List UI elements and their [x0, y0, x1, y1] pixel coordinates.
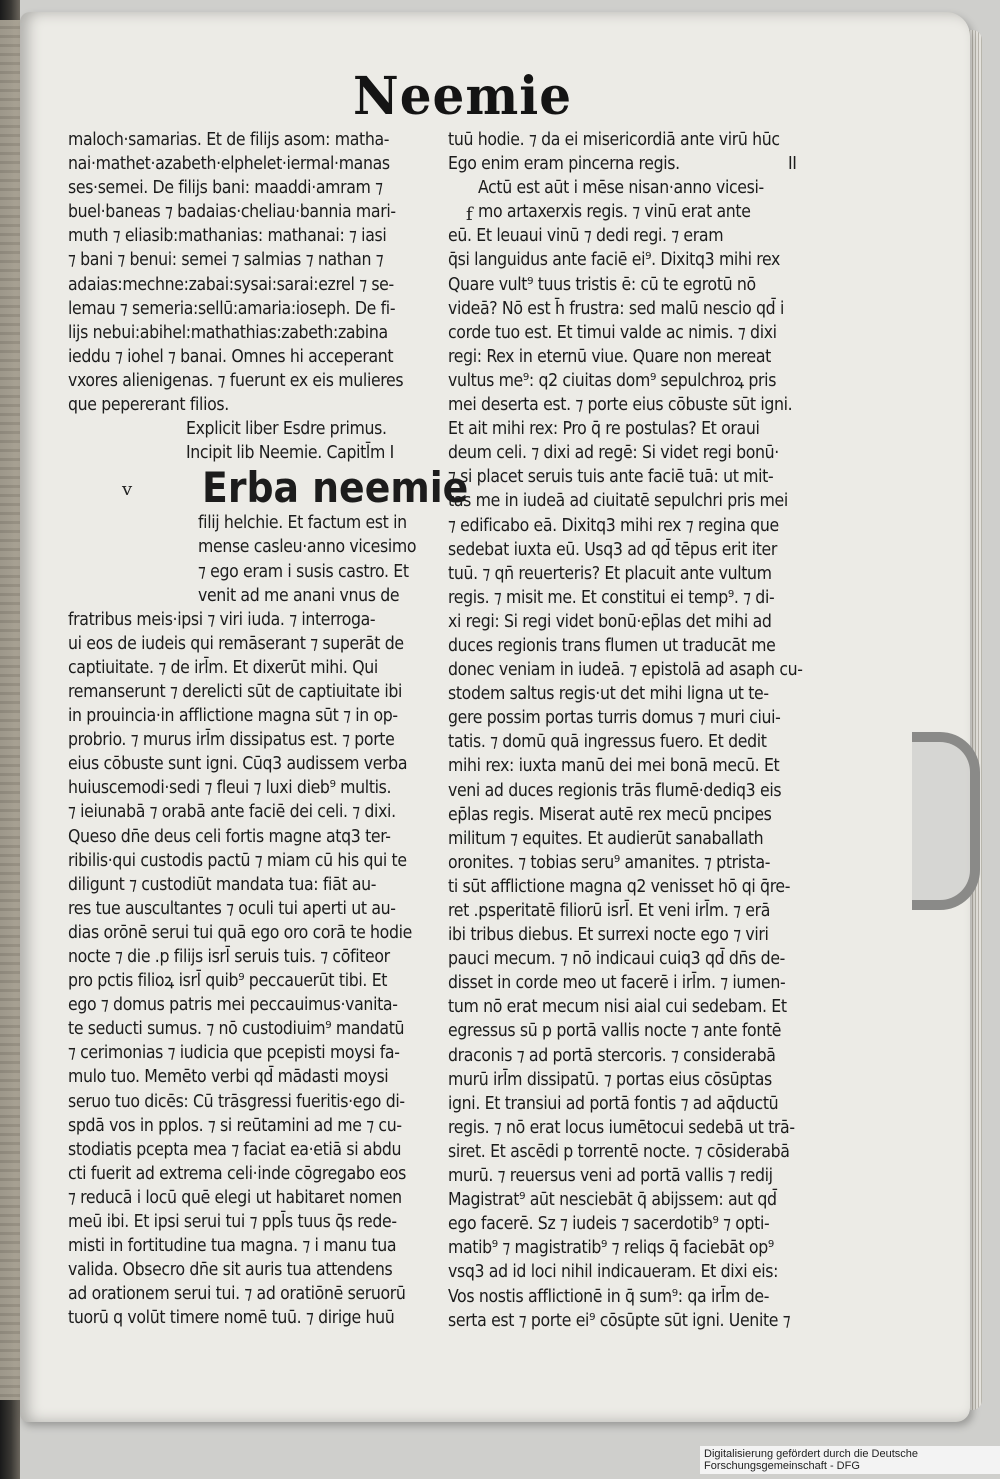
text-line: probrio. ⁊ murus irl̄m dissipatus est. ⁊ porte — [68, 730, 395, 751]
text-line: donec veniam in iudeā. ⁊ epistolā ad asaph cu- — [448, 660, 803, 681]
initial-guide-letter: v — [122, 479, 133, 500]
text-line: stodiatis pcepta mea ⁊ faciat ea·etiā si abdu — [68, 1139, 402, 1160]
text-line: meū ibi. Et ipsi serui tui ⁊ ppl̄s tuus q̄s rede- — [68, 1212, 397, 1233]
text-line: mei deserta est. ⁊ porte eius cōbuste sūt igni. — [448, 395, 793, 416]
text-line: regi: Rex in eternū viue. Quare non mereat — [448, 346, 771, 367]
text-line: corde tuo est. Et timui valde ac nimis. ⁊ dixi — [448, 322, 777, 343]
text-line: mulo tuo. Memēto verbi qd̄ mādasti moysi — [68, 1067, 389, 1088]
text-line: huiuscemodi·sedi ⁊ fleui ⁊ luxi dieb⁹ multis. — [68, 778, 392, 799]
text-line: duces regionis trans flumen ut traducāt me — [448, 635, 776, 656]
text-line: ego ⁊ domus patris mei peccauimus·vanita- — [68, 995, 398, 1016]
text-line: seruo tuo dicēs: Cū trāsgressi fueritis·ego di- — [68, 1091, 405, 1112]
text-line: sedebat iuxta eū. Usq3 ad qd̄ tēpus erit iter — [448, 539, 777, 560]
text-line: maloch·samarias. Et de filijs asom: matha- — [68, 130, 390, 150]
text-line: pro pctis filioꝝ isrl̄ quib⁹ peccauerūt tibi. Et — [68, 971, 388, 992]
text-line: egressus sū p portā vallis nocte ⁊ ante fontē — [448, 1021, 782, 1042]
text-line: ⁊ cerimonias ⁊ iudicia que pcepisti moysi fa- — [68, 1043, 400, 1064]
text-line: ribilis·qui custodis pactū ⁊ miam cū his qui te — [68, 850, 407, 871]
text-line: serta est ⁊ porte ei⁹ cōsūpte sūt igni. Uenite ⁊ — [448, 1310, 791, 1331]
text-line: tatis. ⁊ domū quā ingressus fuero. Et dedit — [448, 732, 767, 753]
text-line: pauci mecum. ⁊ nō indicaui cuiq3 qd̄ dn̄s de- — [448, 949, 785, 970]
text-line: Et ait mihi rex: Pro q̄ re postulas? Et oraui — [448, 419, 760, 440]
text-line: ep̄las regis. Miserat autē rex mecū pncipes — [448, 804, 772, 825]
drop-initial-heading: Erba neemie — [202, 463, 469, 513]
chapter-opening-line: Actū est aūt i mēse nisan·anno vicesi- — [478, 178, 764, 199]
text-line: Queso dn̄e deus celi fortis magne atq3 ter- — [68, 826, 391, 847]
text-line: ret .psperitatē filiorū isrl̄. Et veni irl̄m. ⁊ erā — [448, 901, 771, 921]
text-line: in prouincia·in afflictione magna sūt ⁊ in op- — [68, 706, 398, 727]
text-line: eius cōbuste sunt igni. Cūq3 audissem verba — [68, 754, 408, 775]
text-line: spdā vos in pplos. ⁊ si reūtamini ad me ⁊ cu- — [68, 1115, 402, 1136]
text-line: ⁊ reducā i locū quē elegi ut habitaret nomen — [68, 1187, 402, 1208]
text-line: que pepererant filios. — [68, 395, 229, 416]
text-line: fratribus meis·ipsi ⁊ viri iuda. ⁊ interroga- — [68, 609, 376, 630]
text-line: tas me in iudeā ad ciuitatē sepulchri pris mei — [448, 491, 788, 512]
text-line: ⁊ ieiunabā ⁊ orabā ante faciē dei celi. ⁊ dixi. — [68, 802, 396, 823]
text-line: igni. Et transiui ad portā fontis ⁊ ad aq̄ductū — [448, 1093, 779, 1114]
text-line: vsq3 ad id loci nihil indicaueram. Et dixi eis: — [448, 1262, 779, 1283]
text-line: diligunt ⁊ custodiūt mandata tua: fiāt au- — [68, 874, 377, 895]
text-line: ad orationem serui tui. ⁊ ad oratiōnē seruorū — [68, 1284, 406, 1305]
text-line: cti fuerit ad extrema celi·inde cōgregabo eos — [68, 1163, 406, 1184]
incipit-line: Incipit lib Neemie. Capitl̄m I — [186, 443, 394, 464]
text-line: ⁊ bani ⁊ benui: semei ⁊ salmias ⁊ nathan ⁊ — [68, 250, 384, 271]
text-line: remanserunt ⁊ derelicti sūt de captiuitate ibi — [68, 681, 403, 702]
text-line: veni ad duces regionis trās flumē·dediq3 eis — [448, 780, 782, 801]
text-line: vultus me⁹: q2 ciuitas dom⁹ sepulchroꝝ pris — [448, 370, 777, 391]
chapter-opening-line: mo artaxerxis regis. ⁊ vinū erat ante — [478, 202, 751, 223]
text-line: lijs nebui:abihel:mathathias:zabeth:zabina — [68, 322, 388, 343]
text-line: ses·semei. De filijs bani: maaddi·amram ⁊ — [68, 178, 383, 199]
text-line: Magistrat⁹ aūt nesciebāt q̄ abijssem: aut qd̄ — [448, 1190, 777, 1211]
text-line: lemau ⁊ semeria:sellū:amaria:ioseph. De fi- — [68, 298, 396, 319]
text-line: captiuitate. ⁊ de irl̄m. Et dixerūt mihi. Qui — [68, 657, 378, 678]
text-line: Ego enim eram pincerna regis. — [448, 154, 680, 175]
text-line: res tue auscultantes ⁊ oculi tui aperti ut au- — [68, 898, 396, 919]
facing-page-edge — [0, 20, 22, 1400]
indented-text-line: mense casleu·anno vicesimo — [198, 537, 417, 558]
running-head: Neemie — [353, 64, 573, 127]
indented-text-line: ⁊ ego eram i susis castro. Et — [198, 561, 409, 582]
text-line: deum celi. ⁊ dixi ad regē: Si videt regi bonū· — [448, 443, 779, 464]
text-line: adaias:mechne:zabai:sysai:sarai:ezrel ⁊ se- — [68, 274, 394, 295]
text-line: valida. Obsecro dn̄e sit auris tua attendens — [68, 1260, 393, 1281]
right-column — [448, 128, 828, 1333]
text-line: militum ⁊ equites. Et audierūt sanaballath — [448, 828, 764, 849]
text-line: siret. Et ascēdi p torrentē nocte. ⁊ cōsiderabā — [448, 1141, 790, 1162]
text-line: misti in fortitudine tua magna. ⁊ i manu tua — [68, 1236, 397, 1257]
text-line: ⁊ si placet seruis tuis ante faciē tuā: ut mit- — [448, 467, 774, 488]
digitization-credit: Digitalisierung gefördert durch die Deutsche Forschungsgemeinschaft - DFG — [700, 1446, 1000, 1474]
text-line: dias orōnē serui tui quā ego oro corā te hodie — [68, 922, 412, 943]
text-line: Quare vult⁹ tuus tristis ē: cū te egrotū nō — [448, 274, 756, 295]
text-line: vxores alienigenas. ⁊ fuerunt ex eis mulieres — [68, 370, 404, 391]
text-line: oronites. ⁊ tobias seru⁹ amanites. ⁊ ptrista- — [448, 852, 771, 873]
explicit-line: Explicit liber Esdre primus. — [186, 419, 387, 440]
indented-text-line: venit ad me anani vnus de — [198, 585, 400, 606]
text-line: ⁊ edificabo eā. Dixitq3 mihi rex ⁊ regina que — [448, 515, 779, 536]
text-line: mihi rex: iuxta manū dei mei bonā mecū. Et — [448, 756, 780, 777]
text-line: Vos nostis afflictionē in q̄ sum⁹: qa irl̄m de- — [448, 1286, 770, 1307]
text-line: ui eos de iudeis qui remāserant ⁊ superāt de — [68, 633, 404, 654]
chapter-numeral: II — [788, 154, 797, 174]
text-line: ieddu ⁊ iohel ⁊ banai. Omnes hi acceperant — [68, 346, 394, 367]
page-clip — [912, 732, 980, 910]
text-line: disset in corde meo ut facerē i irl̄m. ⁊ iumen- — [448, 973, 786, 994]
text-line: matib⁹ ⁊ magistratib⁹ ⁊ reliqs q̄ faciebāt op⁹ — [448, 1238, 774, 1259]
text-line: regis. ⁊ nō erat locus iumētocui sedebā ut trā- — [448, 1117, 795, 1138]
text-line: murū irl̄m dissipatū. ⁊ portas eius cōsūptas — [448, 1069, 772, 1090]
text-line: buel·baneas ⁊ badaias·cheliau·bannia mari- — [68, 202, 396, 223]
text-line: tum nō erat mecum nisi aial cui sedebam. Et — [448, 997, 787, 1018]
text-line: ego facerē. Sz ⁊ iudeis ⁊ sacerdotib⁹ ⁊ opti- — [448, 1214, 770, 1235]
text-line: ibi tribus diebus. Et surrexi nocte ego ⁊ viri — [448, 925, 769, 946]
text-line: regis. ⁊ misit me. Et constitui ei temp⁹. ⁊ di- — [448, 587, 775, 608]
text-line: te seducti sumus. ⁊ nō custodiuim⁹ mandatū — [68, 1019, 405, 1040]
text-line: videā? Nō est h̄ frustra: sed malū nescio qd̄ i — [448, 298, 784, 319]
text-line: stodem saltus regis·ut det mihi ligna ut te- — [448, 684, 769, 705]
text-line: eū. Et leuaui vinū ⁊ dedi regi. ⁊ eram — [448, 226, 724, 247]
text-line: q̄si languidus ante faciē ei⁹. Dixitq3 mihi rex — [448, 250, 780, 271]
text-line: ti sūt afflictione magna q2 venisset hō qi q̄re- — [448, 876, 791, 897]
left-column — [68, 128, 469, 1331]
text-line: draconis ⁊ ad portā stercoris. ⁊ considerabā — [448, 1045, 776, 1066]
text-line: nai·mathet·azabeth·elphelet·iermal·manas — [68, 154, 390, 175]
indented-text-line: filij helchie. Et factum est in — [198, 513, 407, 534]
margin-guide-letter: f — [466, 204, 473, 225]
text-line: tuorū q volūt timere nomē tuū. ⁊ dirige huū — [68, 1308, 395, 1329]
text-line: nocte ⁊ die .p filijs isrl̄ seruis tuis. ⁊ cōfiteor — [68, 947, 390, 967]
text-line: gere possim portas turris domus ⁊ muri ciui- — [448, 708, 781, 729]
text-line: murū. ⁊ reuersus veni ad portā vallis ⁊ redij — [448, 1166, 773, 1187]
text-line: tuū. ⁊ qn̄ reuerteris? Et placuit ante vultum — [448, 563, 772, 584]
text-line: tuū hodie. ⁊ da ei misericordiā ante virū hūc — [448, 130, 780, 150]
text-line: muth ⁊ eliasib:mathanias: mathanai: ⁊ iasi — [68, 226, 387, 247]
text-line: xi regi: Si regi videt bonū·ep̄las det mihi ad — [448, 611, 772, 632]
